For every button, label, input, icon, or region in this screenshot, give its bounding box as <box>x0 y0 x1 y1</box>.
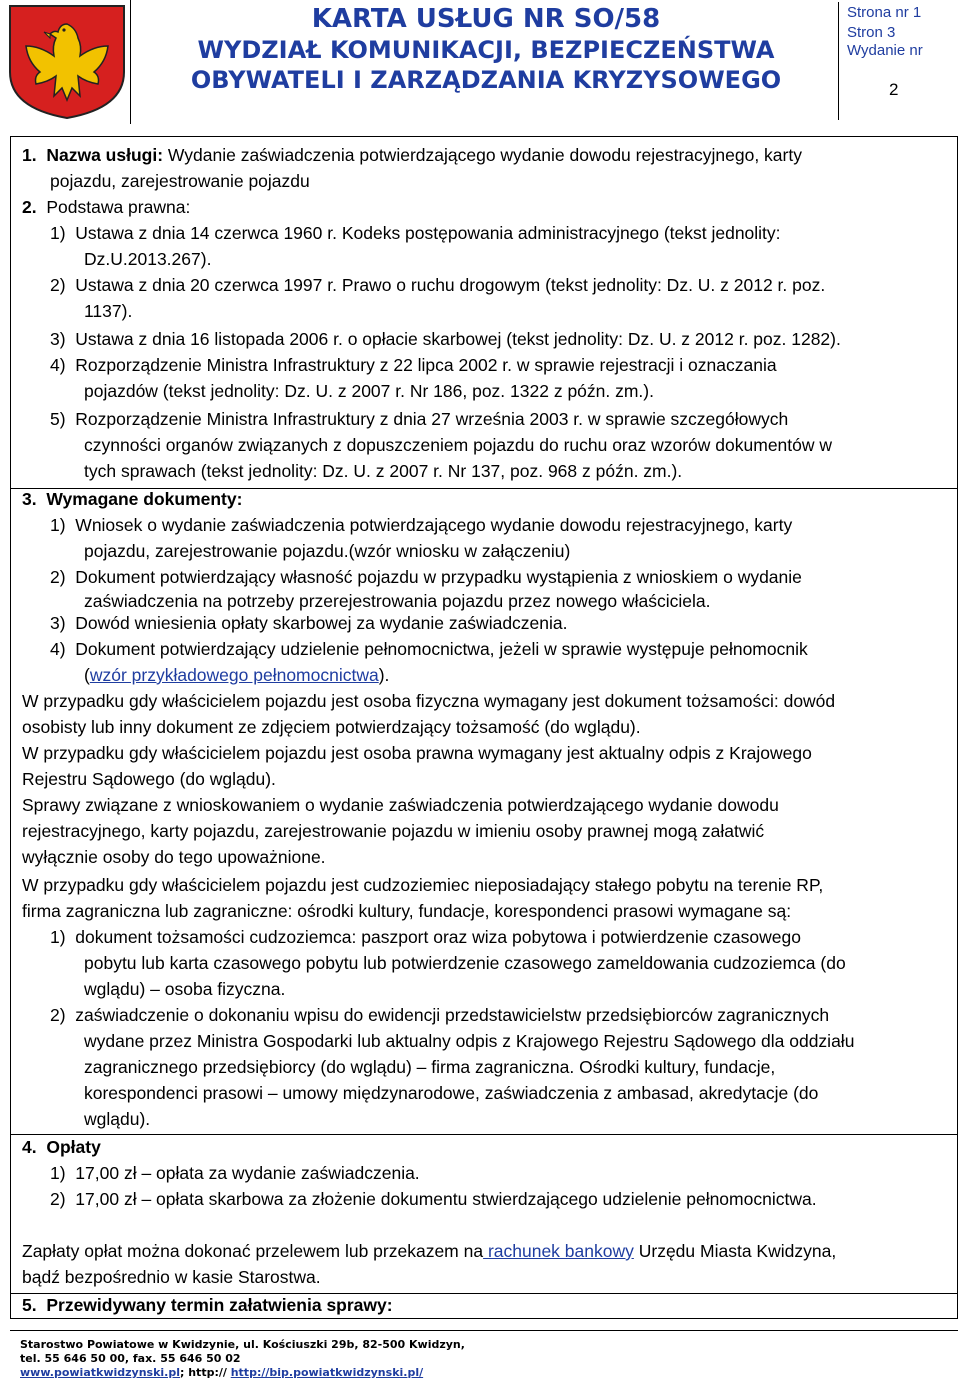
legal-item: 2) Ustawa z dnia 20 czerwca 1997 r. Prawo o ruchu drogowym (tekst jednolity: Dz. U. z 2012 r. poz. <box>50 275 826 295</box>
edition-label: Wydanie nr <box>847 42 923 59</box>
foreign-item: 1) dokument tożsamości cudzoziemca: paszport oraz wiza pobytowa i potwierdzenie czasowego <box>50 927 801 947</box>
document-item: 4) Dokument potwierdzający udzielenie pełnomocnictwa, jeżeli w sprawie występuje pełnomocnik <box>50 639 808 659</box>
foreign-item: 2) zaświadczenie o dokonaniu wpisu do ewidencji przedstawicielstw przedsiębiorców zagranicznych <box>50 1005 830 1025</box>
power-of-attorney-link[interactable]: wzór przykładowego pełnomocnictwa <box>89 665 379 685</box>
foreign-item-cont: zagranicznego przedsiębiorcy (do wglądu) – firma zagraniczna. Ośrodki kultury, fundacje, <box>84 1057 776 1077</box>
footer-divider <box>10 1330 958 1331</box>
legal-item: 5) Rozporządzenie Ministra Infrastruktury z dnia 27 września 2003 r. w sprawie szczegółowych <box>50 409 789 429</box>
footer-phone: tel. 55 646 50 00, fax. 55 646 50 02 <box>20 1352 241 1365</box>
footer <box>20 1338 940 1380</box>
foreign-item-cont: wglądu). <box>84 1109 151 1129</box>
document-item-cont: (wzór przykładowego pełnomocnictwa). <box>84 665 390 685</box>
page-count: Stron 3 <box>847 24 896 41</box>
header-meta <box>838 2 957 120</box>
fee-item: 2) 17,00 zł – opłata skarbowa za złożenie dokumentu stwierdzającego udzielenie pełnomocnictwa. <box>50 1189 817 1209</box>
legal-item: 1) Ustawa z dnia 14 czerwca 1960 r. Kodeks postępowania administracyjnego (tekst jednolity: <box>50 223 781 243</box>
payment-info: Zapłaty opłat można dokonać przelewem lub przekazem na rachunek bankowy Urzędu Miasta Kwidzyna, <box>22 1241 837 1261</box>
payment-info-cont: bądź bezpośrednio w kasie Starostwa. <box>22 1267 321 1287</box>
legal-item-cont: tych sprawach (tekst jednolity: Dz. U. z 2007 r. Nr 137, poz. 968 z późn. zm.). <box>84 461 683 481</box>
section-3-heading: 3. Wymagane dokumenty: <box>22 489 243 509</box>
legal-item-cont: 1137). <box>84 301 133 321</box>
department-title-line2: OBYWATELI I ZARZĄDZANIA KRYZYSOWEGO <box>190 66 782 94</box>
department-title-line1: WYDZIAŁ KOMUNIKACJI, BEZPIECZEŃSTWA <box>197 36 775 64</box>
card-title: KARTA USŁUG NR SO/58 <box>311 4 661 34</box>
edition-number: 2 <box>889 80 899 99</box>
foreign-item-cont: korespondenci prasowi – umowy międzynarodowe, zaświadczenia z ambasad, akredytacje (do <box>84 1083 819 1103</box>
row-divider <box>10 1134 958 1135</box>
foreign-item-cont: wydane przez Ministra Gospodarki lub aktualny odpis z Krajowego Rejestru Sądowego dla oddziału <box>84 1031 855 1051</box>
paragraph: Sprawy związane z wnioskowaniem o wydanie zaświadczenia potwierdzającego wydanie dowodu <box>22 795 779 815</box>
legal-item-cont: pojazdów (tekst jednolity: Dz. U. z 2007 r. Nr 186, poz. 1322 z późn. zm.). <box>84 381 654 401</box>
header-title <box>156 2 816 120</box>
document-item: 3) Dowód wniesienia opłaty skarbowej za wydanie zaświadczenia. <box>50 613 568 633</box>
section-2-heading: 2. Podstawa prawna: <box>22 197 191 217</box>
coat-of-arms-icon <box>4 2 130 120</box>
document-item: 2) Dokument potwierdzający własność pojazdu w przypadku wystąpienia z wnioskiem o wydanie <box>50 567 802 587</box>
paragraph: osobisty lub inny dokument ze zdjęciem potwierdzający tożsamość (do wglądu). <box>22 717 641 737</box>
paragraph: wyłącznie osoby do tego upoważnione. <box>22 847 326 867</box>
document-item: 1) Wniosek o wydanie zaświadczenia potwierdzającego wydanie dowodu rejestracyjnego, karty <box>50 515 793 535</box>
page-number: Strona nr 1 <box>847 4 922 21</box>
footer-address: Starostwo Powiatowe w Kwidzynie, ul. Kościuszki 29b, 82-500 Kwidzyn, <box>20 1338 465 1351</box>
legal-item: 3) Ustawa z dnia 16 listopada 2006 r. o opłacie skarbowej (tekst jednolity: Dz. U. z 2012 r. poz. 1282). <box>50 329 841 349</box>
section-1-cont: pojazdu, zarejestrowanie pojazdu <box>50 171 310 191</box>
legal-item: 4) Rozporządzenie Ministra Infrastruktury z 22 lipca 2002 r. w sprawie rejestracji i oznaczania <box>50 355 777 375</box>
paragraph: W przypadku gdy właścicielem pojazdu jest osoba prawna wymagany jest aktualny odpis z Krajowego <box>22 743 812 763</box>
crest <box>4 2 130 120</box>
document-item-cont: pojazdu, zarejestrowanie pojazdu.(wzór wniosku w załączeniu) <box>84 541 571 561</box>
section-5-heading: 5. Przewidywany termin załatwienia sprawy: <box>22 1295 393 1315</box>
section-4-heading: 4. Opłaty <box>22 1137 101 1157</box>
paragraph: W przypadku gdy właścicielem pojazdu jest cudzoziemiec nieposiadający stałego pobytu na terenie RP, <box>22 875 824 895</box>
header-divider <box>130 0 131 124</box>
paragraph: rejestracyjnego, karty pojazdu, zarejestrowanie pojazdu w imieniu osoby prawnej mogą załatwić <box>22 821 765 841</box>
section-1: 1. Nazwa usługi: Wydanie zaświadczenia potwierdzającego wydanie dowodu rejestracyjnego, karty <box>22 145 802 165</box>
legal-item-cont: czynności organów związanych z dopuszczeniem pojazdu do ruchu oraz wzorów dokumentów w <box>84 435 833 455</box>
legal-item-cont: Dz.U.2013.267). <box>84 249 212 269</box>
fee-item: 1) 17,00 zł – opłata za wydanie zaświadczenia. <box>50 1163 420 1183</box>
bip-link[interactable]: http://bip.powiatkwidzynski.pl/ <box>230 1366 424 1379</box>
footer-links: www.powiatkwidzynski.pl; http:// http://bip.powiatkwidzynski.pl/ <box>20 1366 424 1379</box>
website-link[interactable]: www.powiatkwidzynski.pl <box>20 1366 180 1379</box>
paragraph: firma zagraniczna lub zagraniczne: ośrodki kultury, fundacje, korespondenci prasowi wymagane są: <box>22 901 792 921</box>
bank-account-link[interactable]: rachunek bankowy <box>483 1241 634 1261</box>
foreign-item-cont: pobytu lub karta czasowego pobytu lub potwierdzenie czasowego zameldowania cudzoziemca (do <box>84 953 846 973</box>
document-item-cont: zaświadczenia na potrzeby przerejestrowania pojazdu przez nowego właściciela. <box>84 591 711 611</box>
paragraph: Rejestru Sądowego (do wglądu). <box>22 769 276 789</box>
header <box>0 0 960 124</box>
foreign-item-cont: wglądu) – osoba fizyczna. <box>84 979 286 999</box>
paragraph: W przypadku gdy właścicielem pojazdu jest osoba fizyczna wymagany jest dokument tożsamości: dowód <box>22 691 836 711</box>
